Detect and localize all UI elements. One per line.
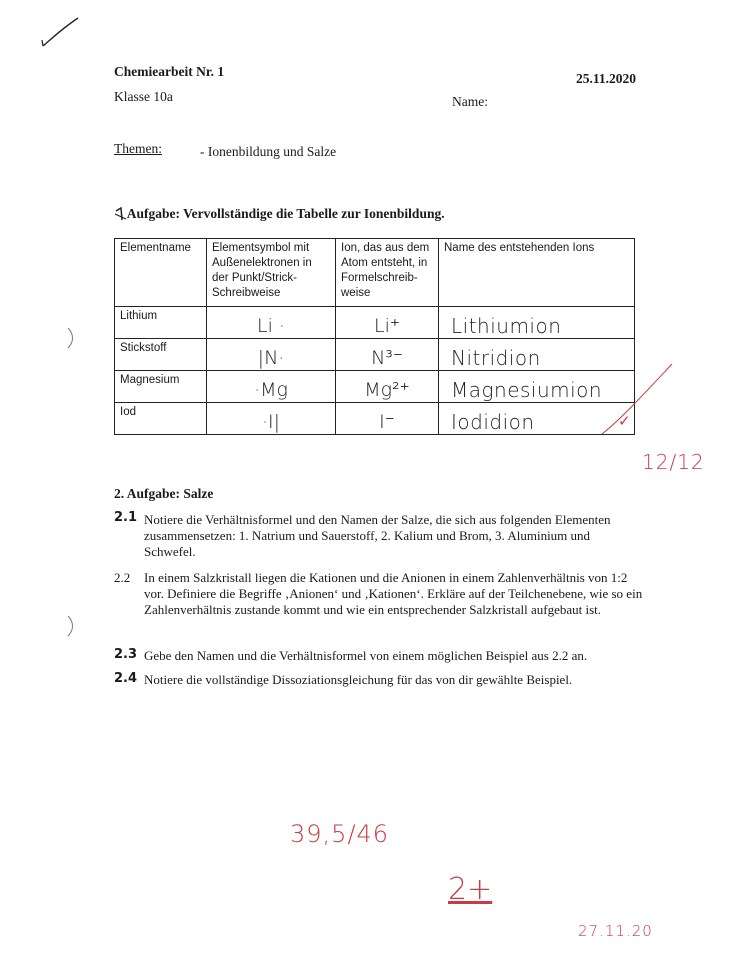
symbol-cell bbox=[207, 371, 336, 403]
pen-mark-icon bbox=[40, 14, 82, 50]
table-header-row bbox=[115, 239, 635, 307]
task-2-3-text: Gebe den Namen und die Verhältnisformel von einem möglichen Beispiel aus 2.2 an. bbox=[144, 648, 588, 663]
total-score: 39,5/46 bbox=[290, 820, 390, 848]
exam-title: Chemiearbeit Nr. 1 bbox=[114, 64, 225, 79]
ion-table bbox=[114, 238, 635, 435]
table-row bbox=[115, 371, 635, 403]
ion-cell bbox=[336, 339, 439, 371]
table-row bbox=[115, 339, 635, 371]
table-header-cell: Ion, das aus dem Atom entsteht, in Formelschreib-weise bbox=[336, 239, 439, 307]
task1-score: 12/12 bbox=[642, 450, 705, 474]
task-2-1-text: Notiere die Verhältnisformel und den Namen der Salze, die sich aus folgenden Elementen zusammensetzen: 1. Natrium und Sauerstoff, 2. Kalium und Brom, 3. Aluminium und Schwefel. bbox=[144, 512, 611, 559]
table-row bbox=[115, 403, 635, 435]
handwritten-ion-name: Magnesiumion bbox=[451, 378, 603, 402]
element-name-cell: Stickstoff bbox=[115, 339, 207, 371]
element-name-cell: Lithium bbox=[115, 307, 207, 339]
task1-title: Aufgabe: Vervollständige die Tabelle zur Ionenbildung. bbox=[126, 206, 445, 221]
handwritten-ion: I⁻ bbox=[379, 411, 395, 433]
table-header-cell: Elementsymbol mit Außenelektronen in der Punkt/Strick-Schreibweise bbox=[207, 239, 336, 307]
margin-mark-icon bbox=[66, 326, 76, 350]
check-mark-icon: ✓ bbox=[618, 412, 631, 430]
handwritten-symbol: ·Mg bbox=[254, 379, 288, 401]
exam-date: 25.11.2020 bbox=[576, 71, 637, 86]
symbol-cell bbox=[207, 307, 336, 339]
task-2-2-text: In einem Salzkristall liegen die Kationen und die Anionen in einem Zahlenverhältnis von 1:2 vor. Definiere die Begriffe ‚Anionen‘ und ‚Kationen‘. Erkläre auf der Teilchenebene, wie so ein Zahlenverhältnis zustande kommt und wie ein entsprechender Salzkristall aufgebaut ist. bbox=[144, 570, 643, 617]
ion-cell bbox=[336, 307, 439, 339]
class-label: Klasse 10a bbox=[114, 89, 173, 104]
task-number-mark: 2.1 bbox=[114, 510, 138, 525]
handwritten-symbol: Li · bbox=[257, 315, 285, 337]
task-number-mark: 2.2 bbox=[114, 570, 131, 585]
table-row bbox=[115, 307, 635, 339]
handwritten-symbol: ·I| bbox=[261, 411, 281, 433]
ion-cell bbox=[336, 403, 439, 435]
handwritten-symbol: |N· bbox=[257, 347, 285, 369]
task-number-mark: 2.3 bbox=[114, 647, 138, 662]
handwritten-ion: Mg²⁺ bbox=[364, 379, 410, 401]
grading-date: 27.11.20 bbox=[578, 922, 653, 940]
margin-mark-icon bbox=[66, 614, 76, 638]
final-grade: 2+ bbox=[448, 872, 493, 907]
table-header-cell: Elementname bbox=[115, 239, 207, 307]
handwritten-ion-name: Nitridion bbox=[451, 346, 541, 370]
ion-cell bbox=[336, 371, 439, 403]
name-label: Name: bbox=[452, 94, 488, 109]
symbol-cell bbox=[207, 339, 336, 371]
task-2-4-text: Notiere die vollständige Dissoziationsgleichung für das von dir gewählte Beispiel. bbox=[144, 672, 573, 687]
task2-heading: 2. Aufgabe: Salze bbox=[114, 486, 214, 501]
symbol-cell bbox=[207, 403, 336, 435]
element-name-cell: Iod bbox=[115, 403, 207, 435]
task1-heading bbox=[114, 206, 445, 222]
handwritten-one-icon bbox=[114, 207, 130, 221]
handwritten-ion: Li⁺ bbox=[374, 315, 400, 337]
table-header-cell: Name des entstehenden Ions bbox=[439, 239, 635, 307]
task-number-mark: 2.4 bbox=[114, 671, 138, 686]
topics-value: - Ionenbildung und Salze bbox=[200, 144, 337, 159]
correction-curve-icon bbox=[600, 360, 680, 440]
ion-name-cell bbox=[439, 307, 635, 339]
handwritten-ion: N³⁻ bbox=[371, 347, 403, 369]
topics-label: Themen: bbox=[114, 141, 162, 156]
element-name-cell: Magnesium bbox=[115, 371, 207, 403]
handwritten-ion-name: Lithiumion bbox=[451, 314, 562, 338]
handwritten-ion-name: Iodidion bbox=[451, 410, 535, 434]
task1-number-mark bbox=[114, 206, 124, 222]
